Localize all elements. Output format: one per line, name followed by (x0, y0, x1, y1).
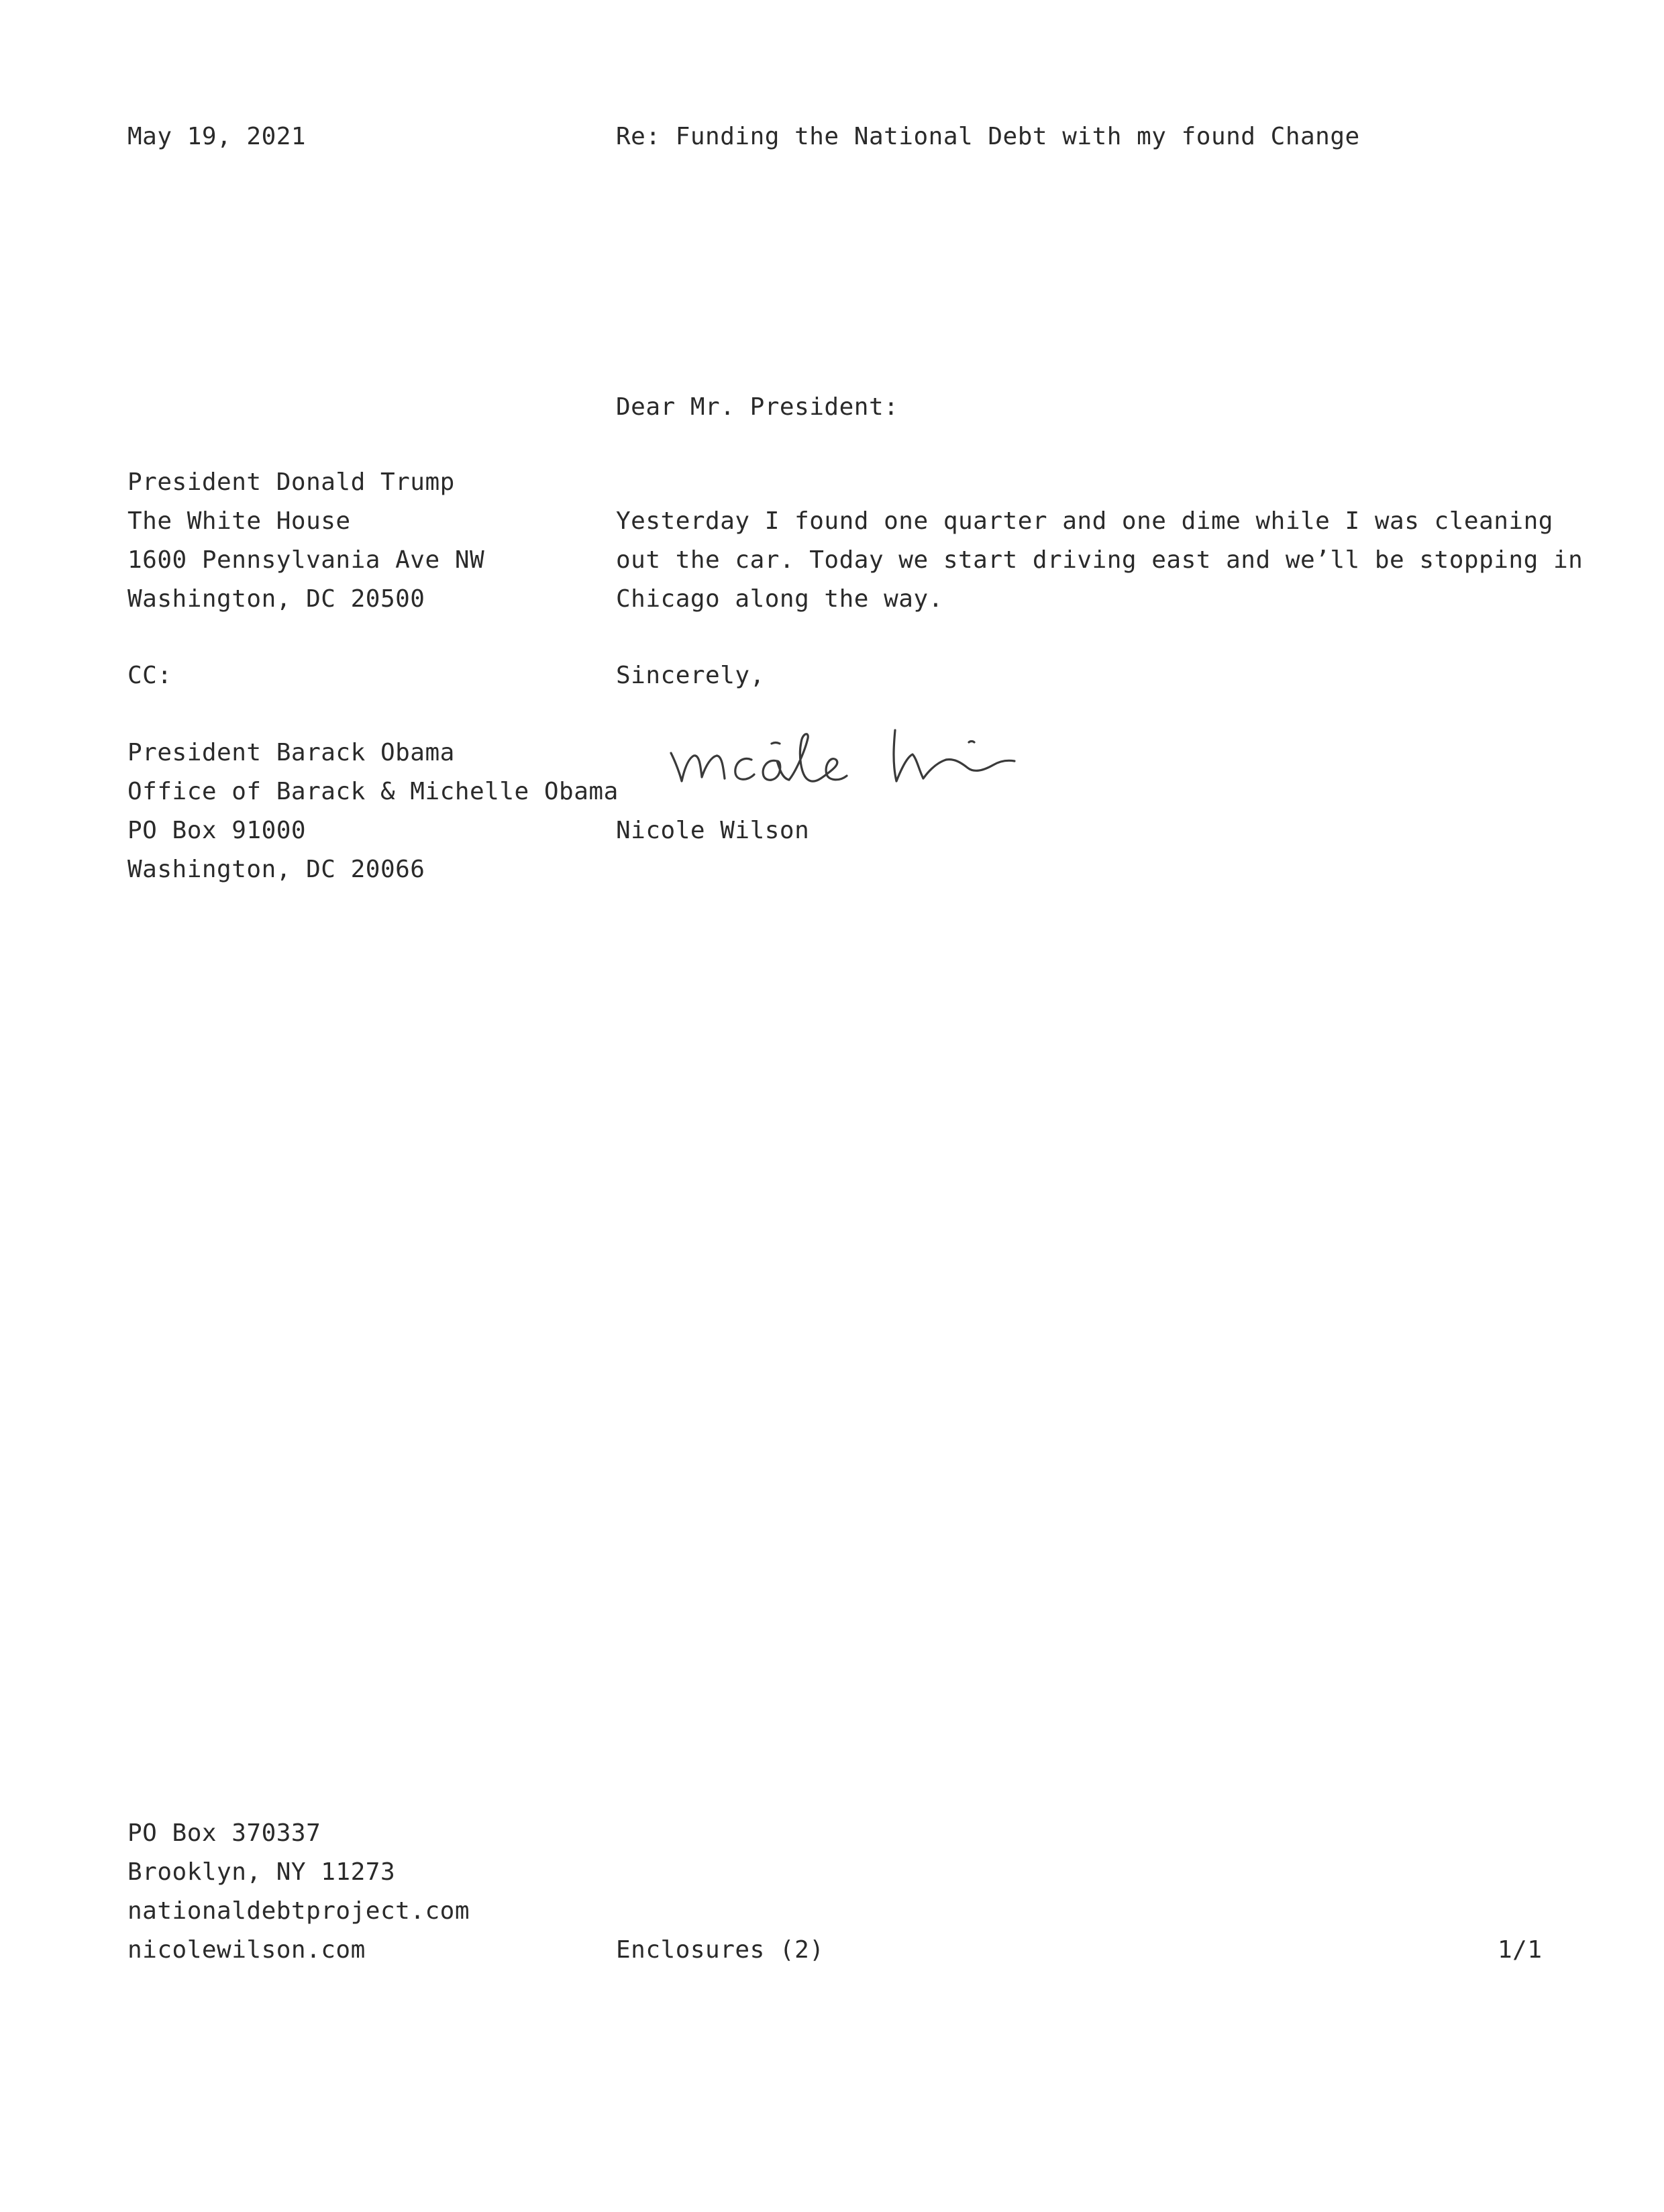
sender-line: PO Box 370337 (127, 1819, 321, 1847)
salutation: Dear Mr. President: (616, 393, 899, 421)
sender-address (127, 1814, 470, 1970)
recipient-line: President Donald Trump (127, 468, 455, 496)
letter-body (616, 502, 1583, 619)
sender-line: Brooklyn, NY 11273 (127, 1858, 396, 1886)
sender-line: nicolewilson.com (127, 1936, 366, 1964)
body-line: out the car. Today we start driving east and we’ll be stopping in (616, 546, 1583, 574)
sender-line: nationaldebtproject.com (127, 1897, 470, 1925)
letter-date: May 19, 2021 (127, 123, 307, 150)
handwritten-signature-icon (664, 711, 1027, 792)
cc-label: CC: (127, 662, 172, 689)
closing: Sincerely, (616, 662, 765, 689)
letter-subject: Re: Funding the National Debt with my found Change (616, 123, 1360, 150)
cc-line: President Barack Obama (127, 739, 455, 766)
enclosures-note: Enclosures (2) (616, 1936, 825, 1964)
recipient-address (127, 463, 484, 619)
cc-line: Washington, DC 20066 (127, 856, 425, 883)
cc-line: Office of Barack & Michelle Obama (127, 778, 619, 805)
body-line: Yesterday I found one quarter and one dime while I was cleaning (616, 507, 1553, 535)
body-line: Chicago along the way. (616, 585, 943, 613)
cc-address (127, 734, 619, 889)
signer-name: Nicole Wilson (616, 817, 810, 844)
recipient-line: The White House (127, 507, 351, 535)
cc-line: PO Box 91000 (127, 817, 307, 844)
recipient-line: Washington, DC 20500 (127, 585, 425, 613)
recipient-line: 1600 Pennsylvania Ave NW (127, 546, 485, 574)
page-number: 1/1 (1498, 1936, 1543, 1964)
